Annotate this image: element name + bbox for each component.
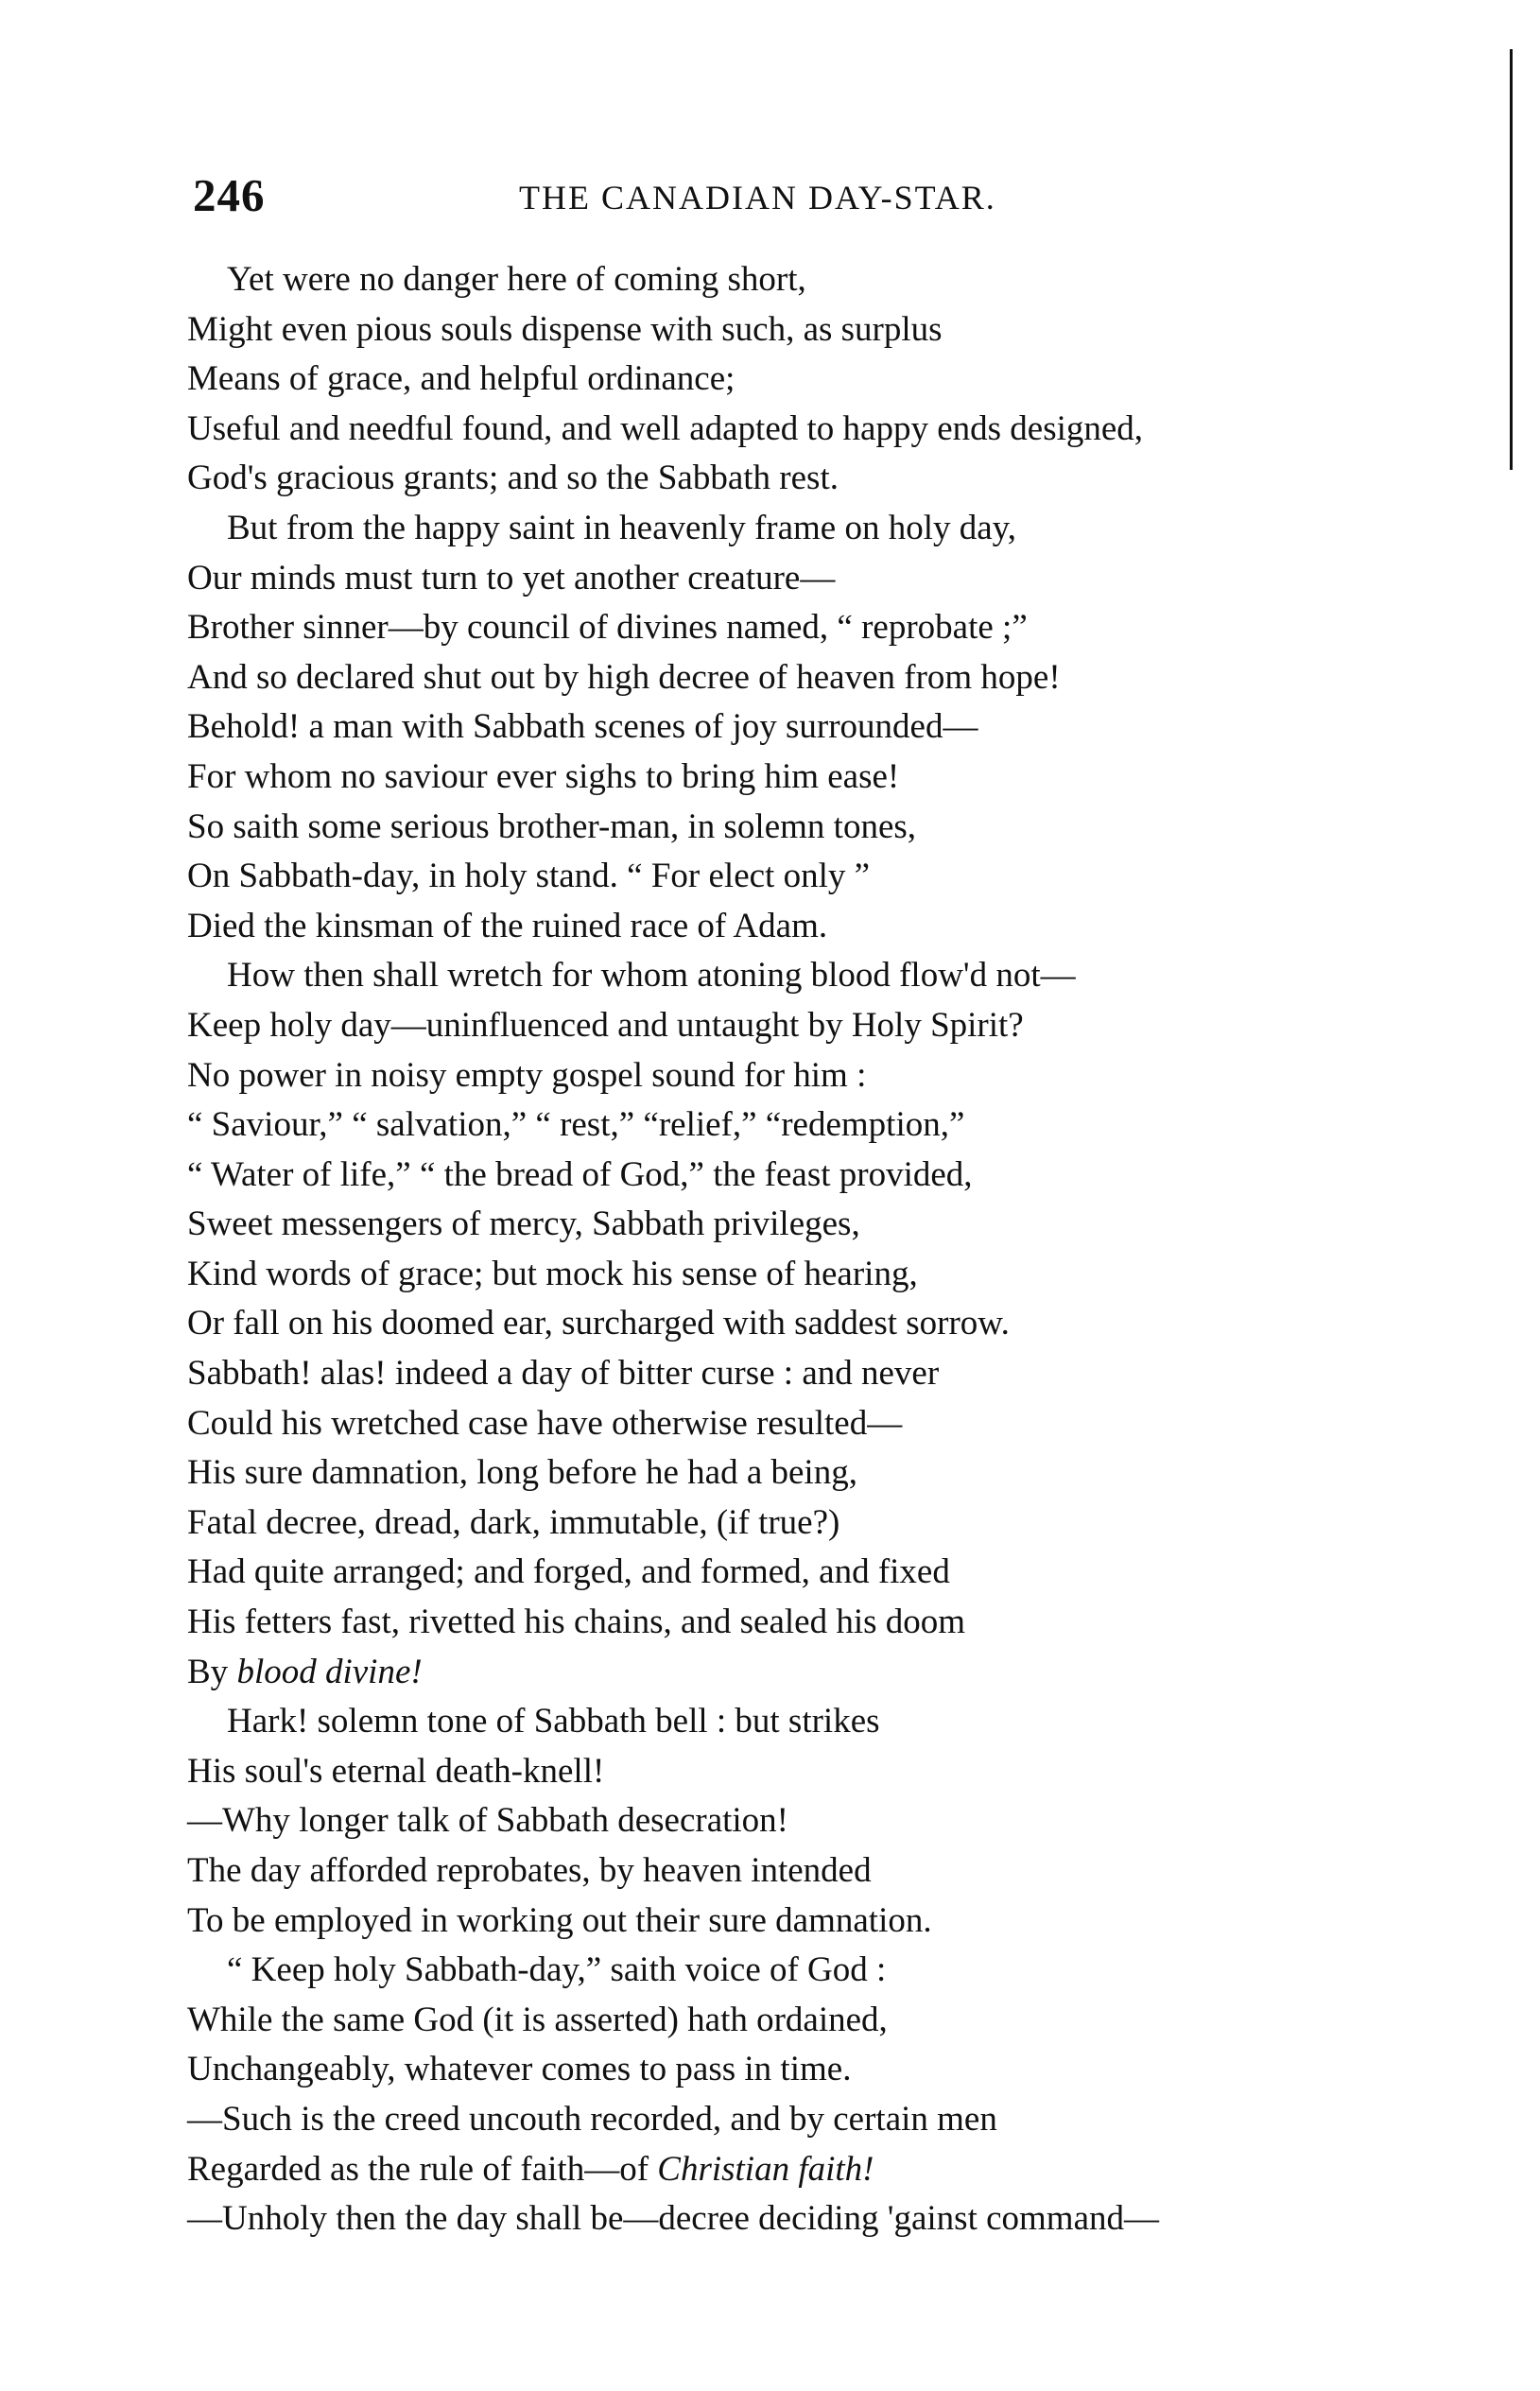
poem-line (187, 1001, 1435, 1051)
poem-line-text: Keep holy day—uninfluenced and untaught by Holy Spirit? (187, 1005, 1024, 1045)
poem-line (187, 951, 1435, 1001)
poem-line (187, 504, 1435, 554)
poem-line (187, 653, 1435, 703)
poem-line (187, 2095, 1435, 2145)
poem-line-text: “ Saviour,” “ salvation,” “ rest,” “relief,” “redemption,” (187, 1105, 965, 1145)
poem-line (187, 305, 1435, 355)
running-title: THE CANADIAN DAY-STAR. (519, 179, 996, 217)
poem-line-text: “ Keep holy Sabbath-day,” saith voice of God : (227, 1950, 887, 1990)
poem-line (187, 1299, 1435, 1349)
poem-line (187, 1548, 1435, 1598)
poem-line-text: But from the happy saint in heavenly frame on holy day, (227, 508, 1017, 547)
poem-line (187, 1598, 1435, 1648)
poem-line-text: Had quite arranged; and forged, and formed, and fixed (187, 1552, 950, 1592)
poem-line-text: His sure damnation, long before he had a being, (187, 1453, 857, 1493)
poem-line (187, 1250, 1435, 1300)
poem-line-text: Yet were no danger here of coming short, (227, 260, 806, 299)
poem-line (187, 753, 1435, 803)
poem-line-text: “ Water of life,” “ the bread of God,” the feast provided, (187, 1154, 973, 1194)
poem-line-text: And so declared shut out by high decree of heaven from hope! (187, 657, 1061, 697)
poem-line-text: Hark! solemn tone of Sabbath bell : but strikes (227, 1702, 880, 1741)
poem-line-italic: blood divine! (236, 1652, 423, 1691)
poem-line-text: How then shall wretch for whom atoning blood flow'd not— (227, 956, 1076, 996)
poem-line-text: On Sabbath-day, in holy stand. “ For elect only ” (187, 857, 871, 896)
page-header (193, 168, 1138, 225)
poem-line (187, 405, 1435, 455)
poem-line (187, 1100, 1435, 1151)
page-edge-line (1510, 49, 1513, 470)
poem-line-text: Died the kinsman of the ruined race of Adam. (187, 906, 828, 945)
poem-line-text: Useful and needful found, and well adapted to happy ends designed, (187, 408, 1144, 448)
poem-line-text: The day afforded reprobates, by heaven intended (187, 1851, 872, 1890)
poem-line (187, 603, 1435, 653)
poem-line (187, 1697, 1435, 1747)
poem-text (187, 255, 1435, 2244)
poem-line (187, 1796, 1435, 1846)
poem-line-text: Means of grace, and helpful ordinance; (187, 359, 735, 399)
poem-line-text: Sabbath! alas! indeed a day of bitter curse : and never (187, 1354, 940, 1394)
poem-line-text: Could his wretched case have otherwise resulted— (187, 1403, 903, 1443)
poem-line-text: Might even pious souls dispense with such, as surplus (187, 309, 943, 349)
poem-line (187, 1448, 1435, 1499)
poem-line-text: Behold! a man with Sabbath scenes of joy surrounded— (187, 707, 978, 747)
poem-line (187, 2145, 1435, 2195)
poem-line (187, 852, 1435, 902)
poem-line-text: Regarded as the rule of faith—of (187, 2149, 658, 2189)
poem-line-text: By (187, 1652, 237, 1691)
poem-line (187, 255, 1435, 305)
poem-line-text: Kind words of grace; but mock his sense of hearing, (187, 1254, 918, 1293)
page-number: 246 (193, 169, 266, 221)
poem-line (187, 1747, 1435, 1797)
poem-line (187, 702, 1435, 753)
poem-line-text: While the same God (it is asserted) hath ordained, (187, 2000, 888, 2039)
poem-line (187, 803, 1435, 853)
poem-line (187, 1349, 1435, 1399)
poem-line (187, 1897, 1435, 1947)
poem-line-text: —Such is the creed uncouth recorded, and by certain men (187, 2099, 997, 2139)
poem-line (187, 1399, 1435, 1449)
poem-line (187, 1648, 1435, 1698)
poem-line-text: Brother sinner—by council of divines named, “ reprobate ;” (187, 608, 1028, 648)
poem-line-text: —Why longer talk of Sabbath desecration! (187, 1801, 788, 1841)
poem-line-text: So saith some serious brother-man, in solemn tones, (187, 806, 917, 846)
poem-line (187, 2045, 1435, 2095)
poem-line-text: —Unholy then the day shall be—decree deciding 'gainst command— (187, 2199, 1159, 2239)
poem-line (187, 1200, 1435, 1250)
poem-line-text: His fetters fast, rivetted his chains, and sealed his doom (187, 1603, 966, 1642)
poem-line-text: His soul's eternal death-knell! (187, 1751, 605, 1791)
poem-line (187, 1499, 1435, 1549)
poem-line-italic: Christian faith! (657, 2149, 874, 2189)
poem-line-text: Our minds must turn to yet another creature— (187, 558, 836, 598)
poem-line-text: Unchangeably, whatever comes to pass in time. (187, 2050, 852, 2089)
poem-line-text: Sweet messengers of mercy, Sabbath privileges, (187, 1204, 860, 1244)
poem-line (187, 902, 1435, 952)
poem-line (187, 355, 1435, 405)
poem-line-text: For whom no saviour ever sighs to bring him ease! (187, 756, 900, 796)
poem-line (187, 1846, 1435, 1897)
poem-line (187, 454, 1435, 504)
poem-line-text: God's gracious grants; and so the Sabbath rest. (187, 459, 839, 498)
poem-line (187, 554, 1435, 604)
poem-line (187, 1151, 1435, 1201)
poem-line (187, 1946, 1435, 1996)
poem-line (187, 1996, 1435, 2046)
poem-line-text: Fatal decree, dread, dark, immutable, (if true?) (187, 1502, 840, 1542)
poem-line (187, 2194, 1435, 2244)
poem-line-text: Or fall on his doomed ear, surcharged with saddest sorrow. (187, 1304, 1010, 1343)
poem-line (187, 1051, 1435, 1101)
poem-line-text: To be employed in working out their sure damnation. (187, 1900, 932, 1940)
poem-line-text: No power in noisy empty gospel sound for him : (187, 1055, 867, 1095)
